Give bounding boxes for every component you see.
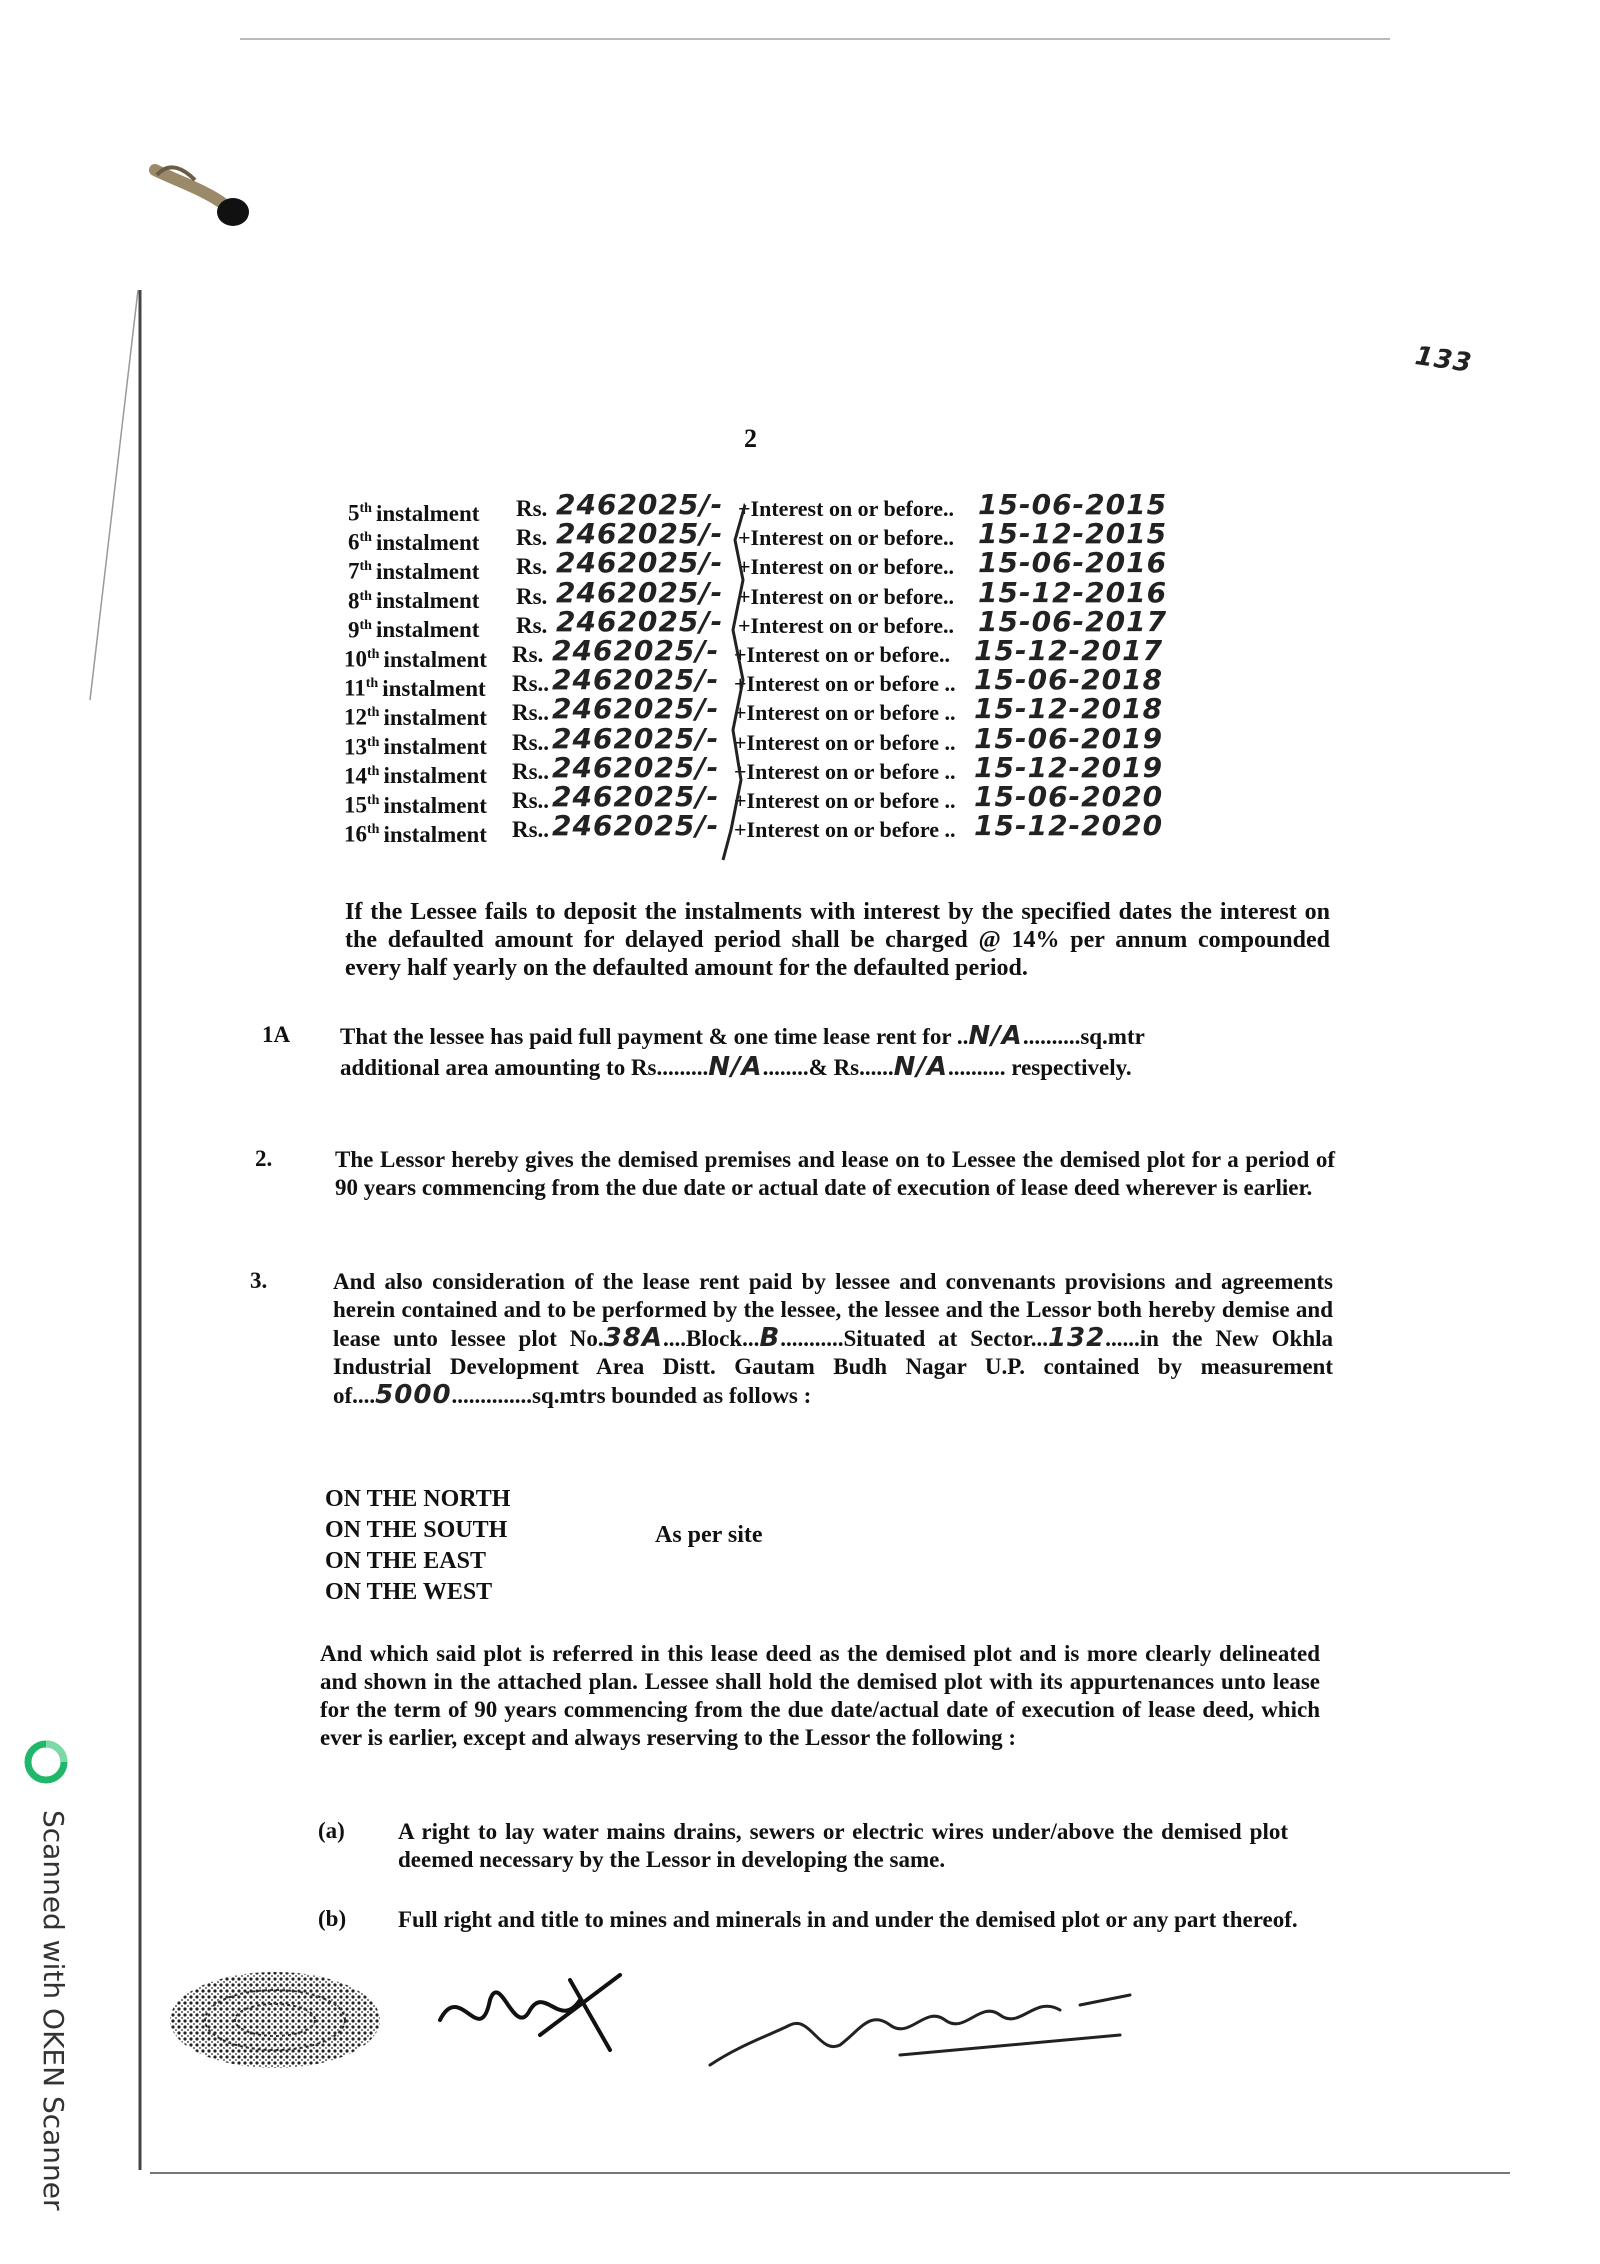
instalment-suffix: th (359, 617, 372, 633)
instalment-amount: 2462025/- (556, 575, 724, 609)
instalment-interest-text: +Interest on or before .. (734, 700, 956, 726)
instalment-suffix: th (367, 734, 380, 750)
instalment-amount: 2462025/- (552, 663, 720, 697)
instalment-amount: 2462025/- (556, 546, 724, 580)
demised-plot-paragraph: And which said plot is referred in this lease deed as the demised plot and is more clearly delineated and shown in the attached plan. Lessee shall hold the demised plot with its appurtenances unto lease for the term of 90 years commencing from the due date/actual date of execution of lease deed, which ever is earlier, except and always reserving to the Lessor the following : (320, 1641, 1320, 1750)
clause-2-text: The Lessor hereby gives the demised premises and lease on to Lessee the demised plot for a period of 90 years commencing from the due date or actual date of execution of lease deed wherever is earlier. (335, 1147, 1335, 1200)
instalment-number: 11 (344, 675, 366, 701)
instalment-amount: 2462025/- (556, 604, 724, 638)
instalment-suffix: th (367, 793, 380, 808)
clause-3-text-a: And also consideration of the lease rent paid by lessee and convenants provisions and agreements herein contained and to be performed by the lessee, the lessee and the Lessor both hereby demise and lease unto lessee plot No. (333, 1269, 1333, 1351)
instalment-amount: 2462025/- (556, 517, 724, 551)
reservation-a-label: (a) (318, 1818, 345, 1843)
reservation-b-text: Full right and title to mines and minerals in and under the demised plot or any part thereof. (398, 1907, 1298, 1932)
instalment-due-date: 15-12-2016 (978, 575, 1168, 609)
signature-lessee (420, 1960, 650, 2070)
instalment-number: 14 (344, 763, 367, 789)
instalment-suffix: th (367, 647, 380, 662)
instalment-number: 16 (344, 821, 367, 847)
instalment-rs-label: Rs. (516, 525, 548, 551)
instalment-word: instalment (383, 646, 487, 672)
clause-2-number: 2. (255, 1146, 273, 1171)
handwritten-bracket (715, 500, 755, 870)
instalment-word: instalment (375, 529, 480, 555)
instalment-interest-text: +Interest on or before .. (734, 758, 956, 784)
instalment-rs-label: Rs. (516, 496, 548, 521)
instalment-due-date: 15-06-2020 (974, 780, 1164, 813)
instalment-due-date: 15-12-2020 (974, 809, 1164, 843)
clause-3-number: 3. (250, 1268, 268, 1293)
instalment-due-date: 15-06-2017 (978, 604, 1168, 638)
clause-3-text-e: ..............sq.mtrs bounded as follows : (451, 1383, 812, 1408)
reservation-b-label: (b) (318, 1906, 347, 1931)
boundary-west: ON THE WEST (325, 1579, 493, 1605)
instalment-interest-text: +Interest on or before.. (738, 612, 955, 638)
clause-1a-amount1-fill: N/A (708, 1052, 763, 1082)
instalment-word: instalment (375, 617, 480, 643)
boundaries-list (325, 1484, 510, 1608)
oken-logo-icon (24, 1740, 68, 1784)
instalment-due-date: 15-06-2018 (974, 663, 1164, 697)
instalment-interest-text: +Interest on or before.. (738, 496, 955, 521)
instalment-word: instalment (383, 821, 487, 847)
sector-fill: 132 (1047, 1323, 1106, 1353)
instalment-amount: 2462025/- (552, 634, 720, 667)
instalment-due-date: 15-12-2018 (974, 692, 1164, 726)
clause-1a-line1-a: That the lessee has paid full payment & one time lease rent for .. (340, 1024, 969, 1049)
instalment-suffix: th (367, 822, 380, 838)
binding-string (145, 150, 265, 240)
instalment-number: 6 (348, 529, 360, 555)
instalment-suffix: th (367, 705, 380, 721)
instalment-due-date: 15-06-2016 (978, 546, 1168, 580)
clause-1a-amount2-fill: N/A (893, 1052, 949, 1082)
instalment-rs-label: Rs.. (512, 817, 550, 843)
clause-1a-line2-a: additional area amounting to Rs......... (340, 1055, 709, 1080)
instalment-due-date: 15-12-2019 (974, 750, 1164, 784)
instalment-amount: 2462025/- (552, 692, 720, 726)
instalment-rs-label: Rs. (516, 554, 548, 580)
plot-number-fill: 38A (603, 1323, 663, 1353)
instalment-amount: 2462025/- (552, 721, 720, 755)
boundaries-note: As per site (655, 1522, 763, 1548)
instalment-due-date: 15-06-2019 (974, 721, 1164, 755)
instalment-rs-label: Rs.. (512, 700, 550, 726)
instalment-interest-text: +Interest on or before .. (734, 671, 956, 697)
instalment-number: 15 (344, 792, 367, 818)
instalment-number: 5 (348, 500, 360, 526)
instalment-word: instalment (382, 675, 486, 701)
instalment-number: 9 (348, 617, 360, 643)
instalment-amount: 2462025/- (552, 809, 720, 843)
clause-1a-text (340, 1022, 1335, 1082)
clause-3-text-d: ......in the New Okhla Industrial Development Area Distt. Gautam Budh Nagar U.P. contained by measurement of.... (333, 1326, 1334, 1408)
instalment-interest-text: +Interest on or before.. (734, 642, 951, 667)
clause-3-text-b: ....Block... (662, 1326, 760, 1351)
instalment-word: instalment (383, 763, 487, 789)
instalment-word: instalment (375, 588, 480, 614)
instalment-amount: 2462025/- (556, 488, 724, 521)
instalment-due-date: 15-12-2017 (974, 634, 1164, 667)
instalment-rs-label: Rs. (516, 583, 548, 609)
instalment-interest-text: +Interest on or before.. (738, 583, 955, 609)
instalment-word: instalment (383, 734, 487, 760)
instalment-interest-text: +Interest on or before .. (734, 817, 956, 843)
scanner-watermark (18, 1740, 78, 2240)
boundary-north: ON THE NORTH (325, 1486, 511, 1512)
instalment-suffix: th (365, 676, 379, 692)
instalment-word: instalment (375, 559, 480, 585)
measurement-fill: 5000 (375, 1380, 452, 1410)
clause-3-text-c: ...........Situated at Sector... (780, 1326, 1048, 1351)
clause-1a-line2-b: ........& Rs...... (762, 1055, 894, 1080)
clause-1a-line1 (340, 1022, 1335, 1051)
instalment-number: 12 (344, 705, 367, 731)
instalment-word: instalment (383, 792, 487, 818)
instalment-suffix: th (359, 559, 372, 575)
instalment-due-date: 15-06-2015 (978, 488, 1168, 521)
instalment-number: 7 (348, 559, 360, 585)
instalment-rs-label: Rs.. (512, 758, 550, 784)
clause-1a-line2 (340, 1053, 1335, 1082)
page-bottom-edge (150, 2172, 1510, 2174)
block-fill: B (759, 1323, 781, 1353)
page-fold-shadow (80, 280, 160, 2180)
instalment-word: instalment (383, 705, 487, 731)
thumbprint-image (165, 1965, 395, 2075)
instalment-suffix: th (367, 763, 380, 779)
instalment-word: instalment (375, 500, 480, 526)
instalment-number: 10 (344, 646, 367, 672)
scanner-watermark-text: Scanned with OKEN Scanner (37, 1810, 70, 2211)
instalment-rs-label: Rs.. (512, 788, 550, 813)
instalment-number: 13 (344, 734, 367, 760)
instalment-due-date: 15-12-2015 (978, 517, 1168, 551)
instalment-interest-text: +Interest on or before .. (734, 788, 956, 813)
page-number: 2 (744, 424, 757, 453)
instalment-suffix: th (359, 530, 372, 546)
instalment-suffix: th (359, 501, 372, 516)
boundary-south: ON THE SOUTH (325, 1517, 508, 1543)
instalment-label (344, 815, 487, 849)
boundary-east: ON THE EAST (325, 1548, 486, 1574)
clause-1a-number: 1A (262, 1022, 291, 1047)
corner-note: 133 (1413, 341, 1475, 379)
instalment-interest-text: +Interest on or before .. (734, 729, 956, 755)
instalment-rs-label: Rs.. (512, 729, 550, 755)
instalment-suffix: th (359, 588, 372, 604)
instalment-amount: 2462025/- (552, 780, 720, 813)
clause-3-text (333, 1268, 1333, 1410)
instalment-rs-label: Rs.. (512, 671, 550, 697)
instalment-rs-label: Rs. (512, 642, 544, 667)
clause-1a-line2-c: .......... respectively. (948, 1055, 1132, 1080)
clause-1a-area-fill: N/A (968, 1021, 1023, 1051)
default-interest-clause: If the Lessee fails to deposit the instalments with interest by the specified dates the interest on the defaulted amount for delayed period shall be charged @ 14% per annum compounded every half yearly on the defaulted amount for the defaulted period. (345, 899, 1330, 981)
clause-1a-line1-b: ..........sq.mtr (1022, 1024, 1145, 1049)
instalment-interest-text: +Interest on or before.. (738, 554, 955, 580)
page-top-edge (240, 38, 1390, 40)
instalment-interest-text: +Interest on or before.. (738, 525, 955, 551)
signature-lessor (700, 1975, 1180, 2085)
instalment-number: 8 (348, 588, 360, 614)
instalment-rs-label: Rs. (516, 612, 548, 638)
reservation-a-text: A right to lay water mains drains, sewers or electric wires under/above the demised plot deemed necessary by the Lessor in developing the same. (398, 1819, 1288, 1872)
instalment-row (344, 809, 1184, 847)
instalment-amount: 2462025/- (552, 750, 720, 784)
